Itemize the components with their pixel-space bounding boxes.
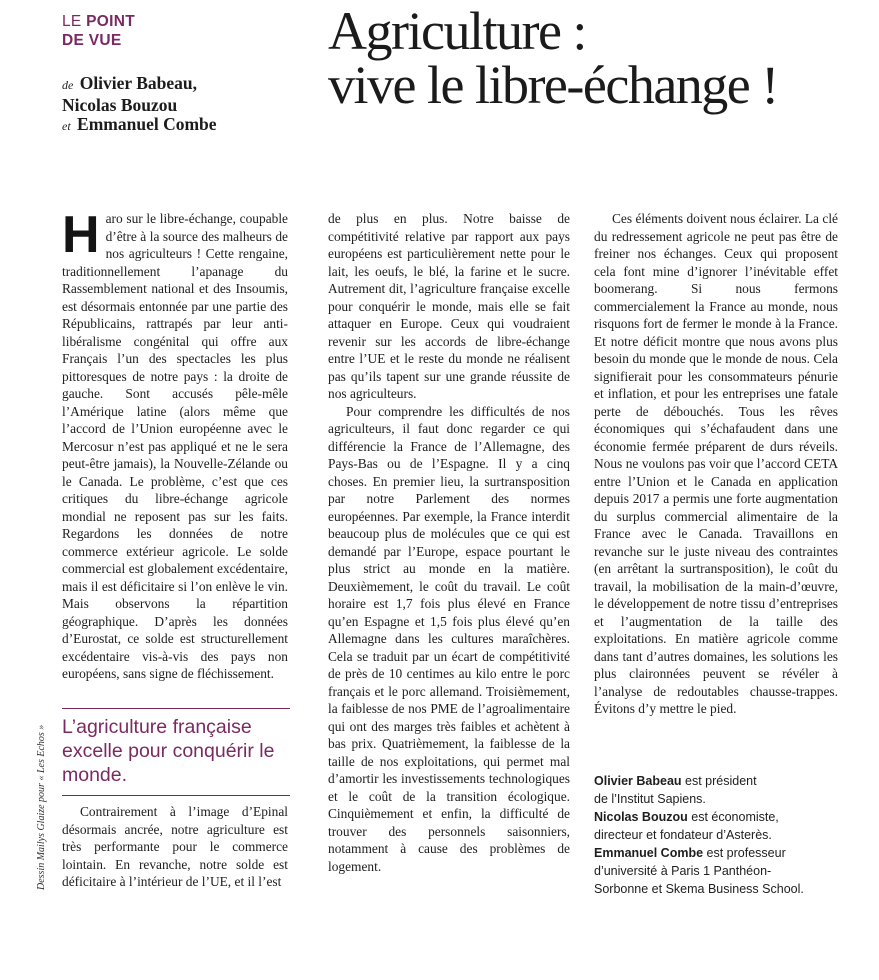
headline [328,1,778,115]
article-column-3 [594,210,838,718]
byline-prefix-et: et [62,119,71,133]
bio-3 [594,844,854,862]
drop-cap: H [62,206,100,264]
col1-paragraph-1: aro sur le libre-échange, coupable d’être à la source des malheurs de nos agriculteurs ! Cette rengaine, traditionnellement l’apanage du Rassemblement national et des Insoumis, est désormais entonnée par une partie des Républicains, rattrapés par leur anti-libéralisme congénital qui offre aux Français l’un des spectacles les plus pittoresques de notre pays : la droite de gauche. Sont accusés pêle-mêle l’Amérique latine (alors même que l’accord de l’Union européenne avec le Mercosur n’est pas appliqué et ne le sera peut-être jamais), la Nouvelle-Zélande ou le Canada. Le problème, c’est que ces critiques du libre-échange agricole mondial ne reposent pas sur les faits. Regardons les données de notre commerce extérieur agricole. Le solde commercial est globalement excédentaire, mais il est déficitaire si l’on enlève le vin. Mais observons la répartition géographique. D’après les données d’Eurostat, ce solde est structurellement excédentaire vis-à-vis des pays non européens, sans signe de fléchissement. [62,211,288,681]
section-rubric [62,12,135,50]
article-column-2 [328,210,570,875]
byline [62,74,217,137]
bio-2-text-1: est économiste, [687,810,779,824]
byline-prefix-de: de [62,78,74,92]
author-2: Nicolas Bouzou [62,94,178,115]
col2-paragraph-2: Pour comprendre les difficultés de nos agriculteurs, il faut donc regarder ce qui différencie la France de l’Allemagne, des Pays-Bas ou de l’Espagne. Il y a cinq choses. En premier lieu, la surtransposition par notre Parlement des normes européennes. Par exemple, la France interdit beaucoup plus de molécules que ce qui est demandé par l’Europe, espace pourtant le plus strict au monde en la matière. Deuxièmement, le coût du travail. Le coût horaire est 1,7 fois plus élevé en France qu’en Espagne et 1,5 fois plus élevé qu’en Allemagne dans les cultures maraîchères. Cela se traduit par un écart de compétitivité de près de 10 centimes au kilo entre le porc français et le porc allemand. Troisièmement, la faiblesse de nos PME de l’agroalimentaire qui ont des marges très faibles et achètent à bas prix. Quatrièmement, la faiblesse de la taille de nos exploitations, qui permet mal d’amortir les investissements technologiques et le coût de la transition écologique. Cinquièmement et enfin, la difficulté de trouver des personnels saisonniers, notamment à cause des problèmes de logement. [328,403,570,874]
bio-1-line-2: de l’Institut Sapiens. [594,792,706,806]
bio-2-name: Nicolas Bouzou [594,810,688,824]
bio-3-line-2: d’université à Paris 1 Panthéon- [594,864,772,878]
bio-2 [594,808,854,826]
bio-2-line-2: directeur et fondateur d’Asterès. [594,828,772,842]
bio-3-name: Emmanuel Combe [594,846,704,860]
col3-paragraph-1: Ces éléments doivent nous éclairer. La clé du redressement agricole ne peut pas être de freiner nos échanges. Ceux qui proposent cela font mine d’ignorer l’inévitable effet boomerang. Si nous fermons commercialement la France au monde, nous risquons fort de fermer le monde à la France. Et notre déficit montre que nous avons plus besoin du monde que le monde de nous. Cela signifierait pour les consommateurs pénurie et inflation, et pour les entreprises une fatale perte de débouchés. Tous les rêves économiques qui s’échafaudent dans une économie fermée préparent de durs réveils. Nous ne voulons pas voir que l’accord CETA entre l’Union et le Canada en application depuis 2017 a permis une forte augmentation du surplus commercial alimentaire de la France avec le Canada. Travaillons en revanche sur le juste niveau des contraintes (en arrêtant la surtransposition), le coût du travail, la mobilisation de la main-d’œuvre, le développement de notre tissu d’entreprises et l’augmentation de la taille des exploitations. En matière agricole comme dans tant d’autres domaines, les solutions les plus claironnées peuvent se révéler à l’analyse de redoutables chausse-trappes. Évitons d’y mettre le pied. [594,211,838,716]
col1-paragraph-2: Contrairement à l’image d’Epinal désormais ancrée, notre agriculture est très performante pour le commerce lointain. En revanche, notre solde est déficitaire à l’intérieur de l’UE, et il l’est [62,804,288,889]
rubric-de-vue: DE VUE [62,32,122,49]
bio-1-text-1: est président [681,774,757,788]
article-column-1-continued [62,803,288,891]
rubric-le: LE [62,13,87,30]
headline-line-2: vive le libre-échange ! [328,55,778,115]
article-column-1 [62,206,288,683]
bio-3-text-1: est professeur [703,846,786,860]
rubric-point: POINT [86,13,136,30]
bio-1-name: Olivier Babeau [594,774,682,788]
headline-line-1: Agriculture : [328,1,586,61]
bio-1 [594,772,854,790]
author-1: Olivier Babeau, [79,73,198,93]
col2-paragraph-1: de plus en plus. Notre baisse de compétitivité relative par rapport aux pays européens est particulièrement nette pour le lait, les oeufs, le blé, la farine et le sucre. Autrement dit, l’agriculture française excelle pour conquérir le monde, mais elle se fait attaquer en Europe. Ceux qui voudraient revenir sur les accords de libre-échange entre l’UE et le reste du monde ne réalisent pas qu’ils tapent sur une grande réussite de nos agriculteurs. [328,211,570,401]
author-3: Emmanuel Combe [77,114,217,134]
author-bios [594,772,854,898]
bio-3-line-3: Sorbonne et Skema Business School. [594,882,804,896]
pull-quote: L’agriculture française excelle pour conquérir le monde. [62,708,290,796]
